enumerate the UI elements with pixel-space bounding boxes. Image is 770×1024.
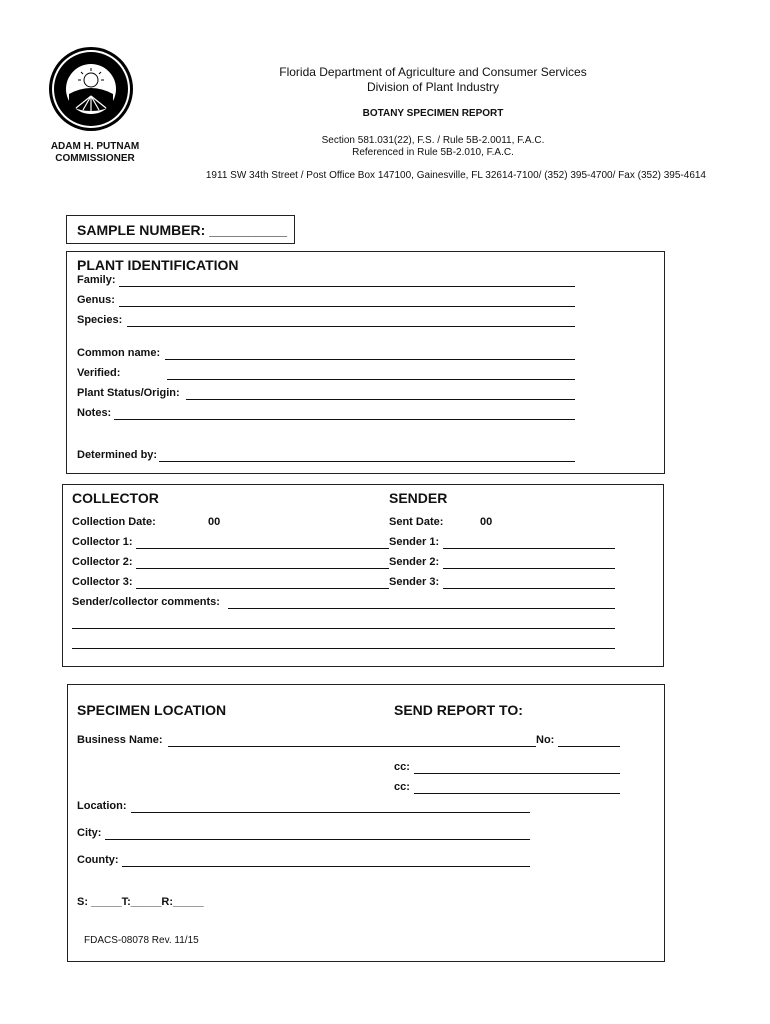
sent-date-value[interactable]: 00 bbox=[480, 516, 493, 528]
family-field[interactable] bbox=[119, 286, 575, 287]
report-title: BOTANY SPECIMEN REPORT bbox=[362, 108, 504, 119]
sample-number-box bbox=[66, 215, 295, 244]
comments-field-3[interactable] bbox=[72, 648, 615, 649]
plant-identification-title: PLANT IDENTIFICATION bbox=[77, 257, 239, 273]
city-label: City: bbox=[77, 827, 102, 839]
collector-sender-section bbox=[62, 484, 664, 667]
cc-1-label: cc: bbox=[394, 761, 410, 773]
sent-date-label: Sent Date: bbox=[389, 516, 444, 528]
plant-status-field[interactable] bbox=[186, 399, 575, 400]
sender-3-label: Sender 3: bbox=[389, 576, 440, 588]
plant-status-label: Plant Status/Origin: bbox=[77, 387, 180, 399]
collection-date-value[interactable]: 00 bbox=[208, 516, 221, 528]
sender-2-label: Sender 2: bbox=[389, 556, 440, 568]
section-reference: Section 581.031(22), F.S. / Rule 5B-2.0011, F.A.C. bbox=[321, 135, 545, 146]
city-field[interactable] bbox=[105, 839, 530, 840]
collector-1-label: Collector 1: bbox=[72, 536, 133, 548]
sender-1-label: Sender 1: bbox=[389, 536, 440, 548]
cc-2-label: cc: bbox=[394, 781, 410, 793]
cc-1-field[interactable] bbox=[414, 773, 620, 774]
number-field[interactable] bbox=[558, 746, 620, 747]
collector-3-label: Collector 3: bbox=[72, 576, 133, 588]
collector-title: COLLECTOR bbox=[72, 490, 159, 506]
department-name: Florida Department of Agriculture and Consumer Services bbox=[279, 65, 587, 79]
specimen-location-section bbox=[67, 684, 665, 962]
verified-label: Verified: bbox=[77, 367, 121, 379]
plant-identification-section bbox=[66, 251, 665, 474]
family-label: Family: bbox=[77, 274, 116, 286]
section-township-range-field[interactable]: S: _____T:_____R:_____ bbox=[77, 896, 204, 908]
genus-field[interactable] bbox=[119, 306, 575, 307]
sample-number-label: SAMPLE NUMBER: __________ bbox=[77, 222, 288, 238]
comments-field-2[interactable] bbox=[72, 628, 615, 629]
commissioner-name: ADAM H. PUTNAM bbox=[50, 141, 140, 152]
comments-field-1[interactable] bbox=[228, 608, 615, 609]
department-seal bbox=[48, 46, 134, 132]
division-name: Division of Plant Industry bbox=[366, 80, 500, 94]
common-name-field[interactable] bbox=[165, 359, 575, 360]
collector-3-field[interactable] bbox=[136, 588, 389, 589]
commissioner-title: COMMISSIONER bbox=[55, 153, 135, 164]
species-field[interactable] bbox=[127, 326, 575, 327]
comments-label: Sender/collector comments: bbox=[72, 596, 220, 608]
collector-2-label: Collector 2: bbox=[72, 556, 133, 568]
location-field[interactable] bbox=[131, 812, 530, 813]
notes-field[interactable] bbox=[114, 419, 575, 420]
number-label: No: bbox=[536, 734, 555, 746]
species-label: Species: bbox=[77, 314, 123, 326]
county-field[interactable] bbox=[122, 866, 530, 867]
specimen-location-title: SPECIMEN LOCATION bbox=[77, 702, 227, 718]
notes-label: Notes: bbox=[77, 407, 112, 419]
sender-title: SENDER bbox=[389, 490, 448, 506]
sender-3-field[interactable] bbox=[443, 588, 615, 589]
determined-by-field[interactable] bbox=[159, 461, 575, 462]
business-name-label: Business Name: bbox=[77, 734, 163, 746]
cc-2-field[interactable] bbox=[414, 793, 620, 794]
address-line: 1911 SW 34th Street / Post Office Box 147100, Gainesville, FL 32614-7100/ (352) 395-4700/ Fax (352) 395-4614 bbox=[205, 170, 706, 181]
business-name-field[interactable] bbox=[168, 746, 536, 747]
rule-reference: Referenced in Rule 5B-2.010, F.A.C. bbox=[352, 147, 514, 158]
common-name-label: Common name: bbox=[77, 347, 161, 359]
verified-field[interactable] bbox=[167, 379, 575, 380]
sender-1-field[interactable] bbox=[443, 548, 615, 549]
determined-by-label: Determined by: bbox=[77, 449, 158, 461]
collector-2-field[interactable] bbox=[136, 568, 389, 569]
collector-1-field[interactable] bbox=[136, 548, 389, 549]
county-label: County: bbox=[77, 854, 119, 866]
location-label: Location: bbox=[77, 800, 127, 812]
collection-date-label: Collection Date: bbox=[72, 516, 156, 528]
send-report-title: SEND REPORT TO: bbox=[394, 702, 523, 718]
genus-label: Genus: bbox=[77, 294, 115, 306]
sender-2-field[interactable] bbox=[443, 568, 615, 569]
form-id: FDACS-08078 Rev. 11/15 bbox=[84, 935, 199, 946]
